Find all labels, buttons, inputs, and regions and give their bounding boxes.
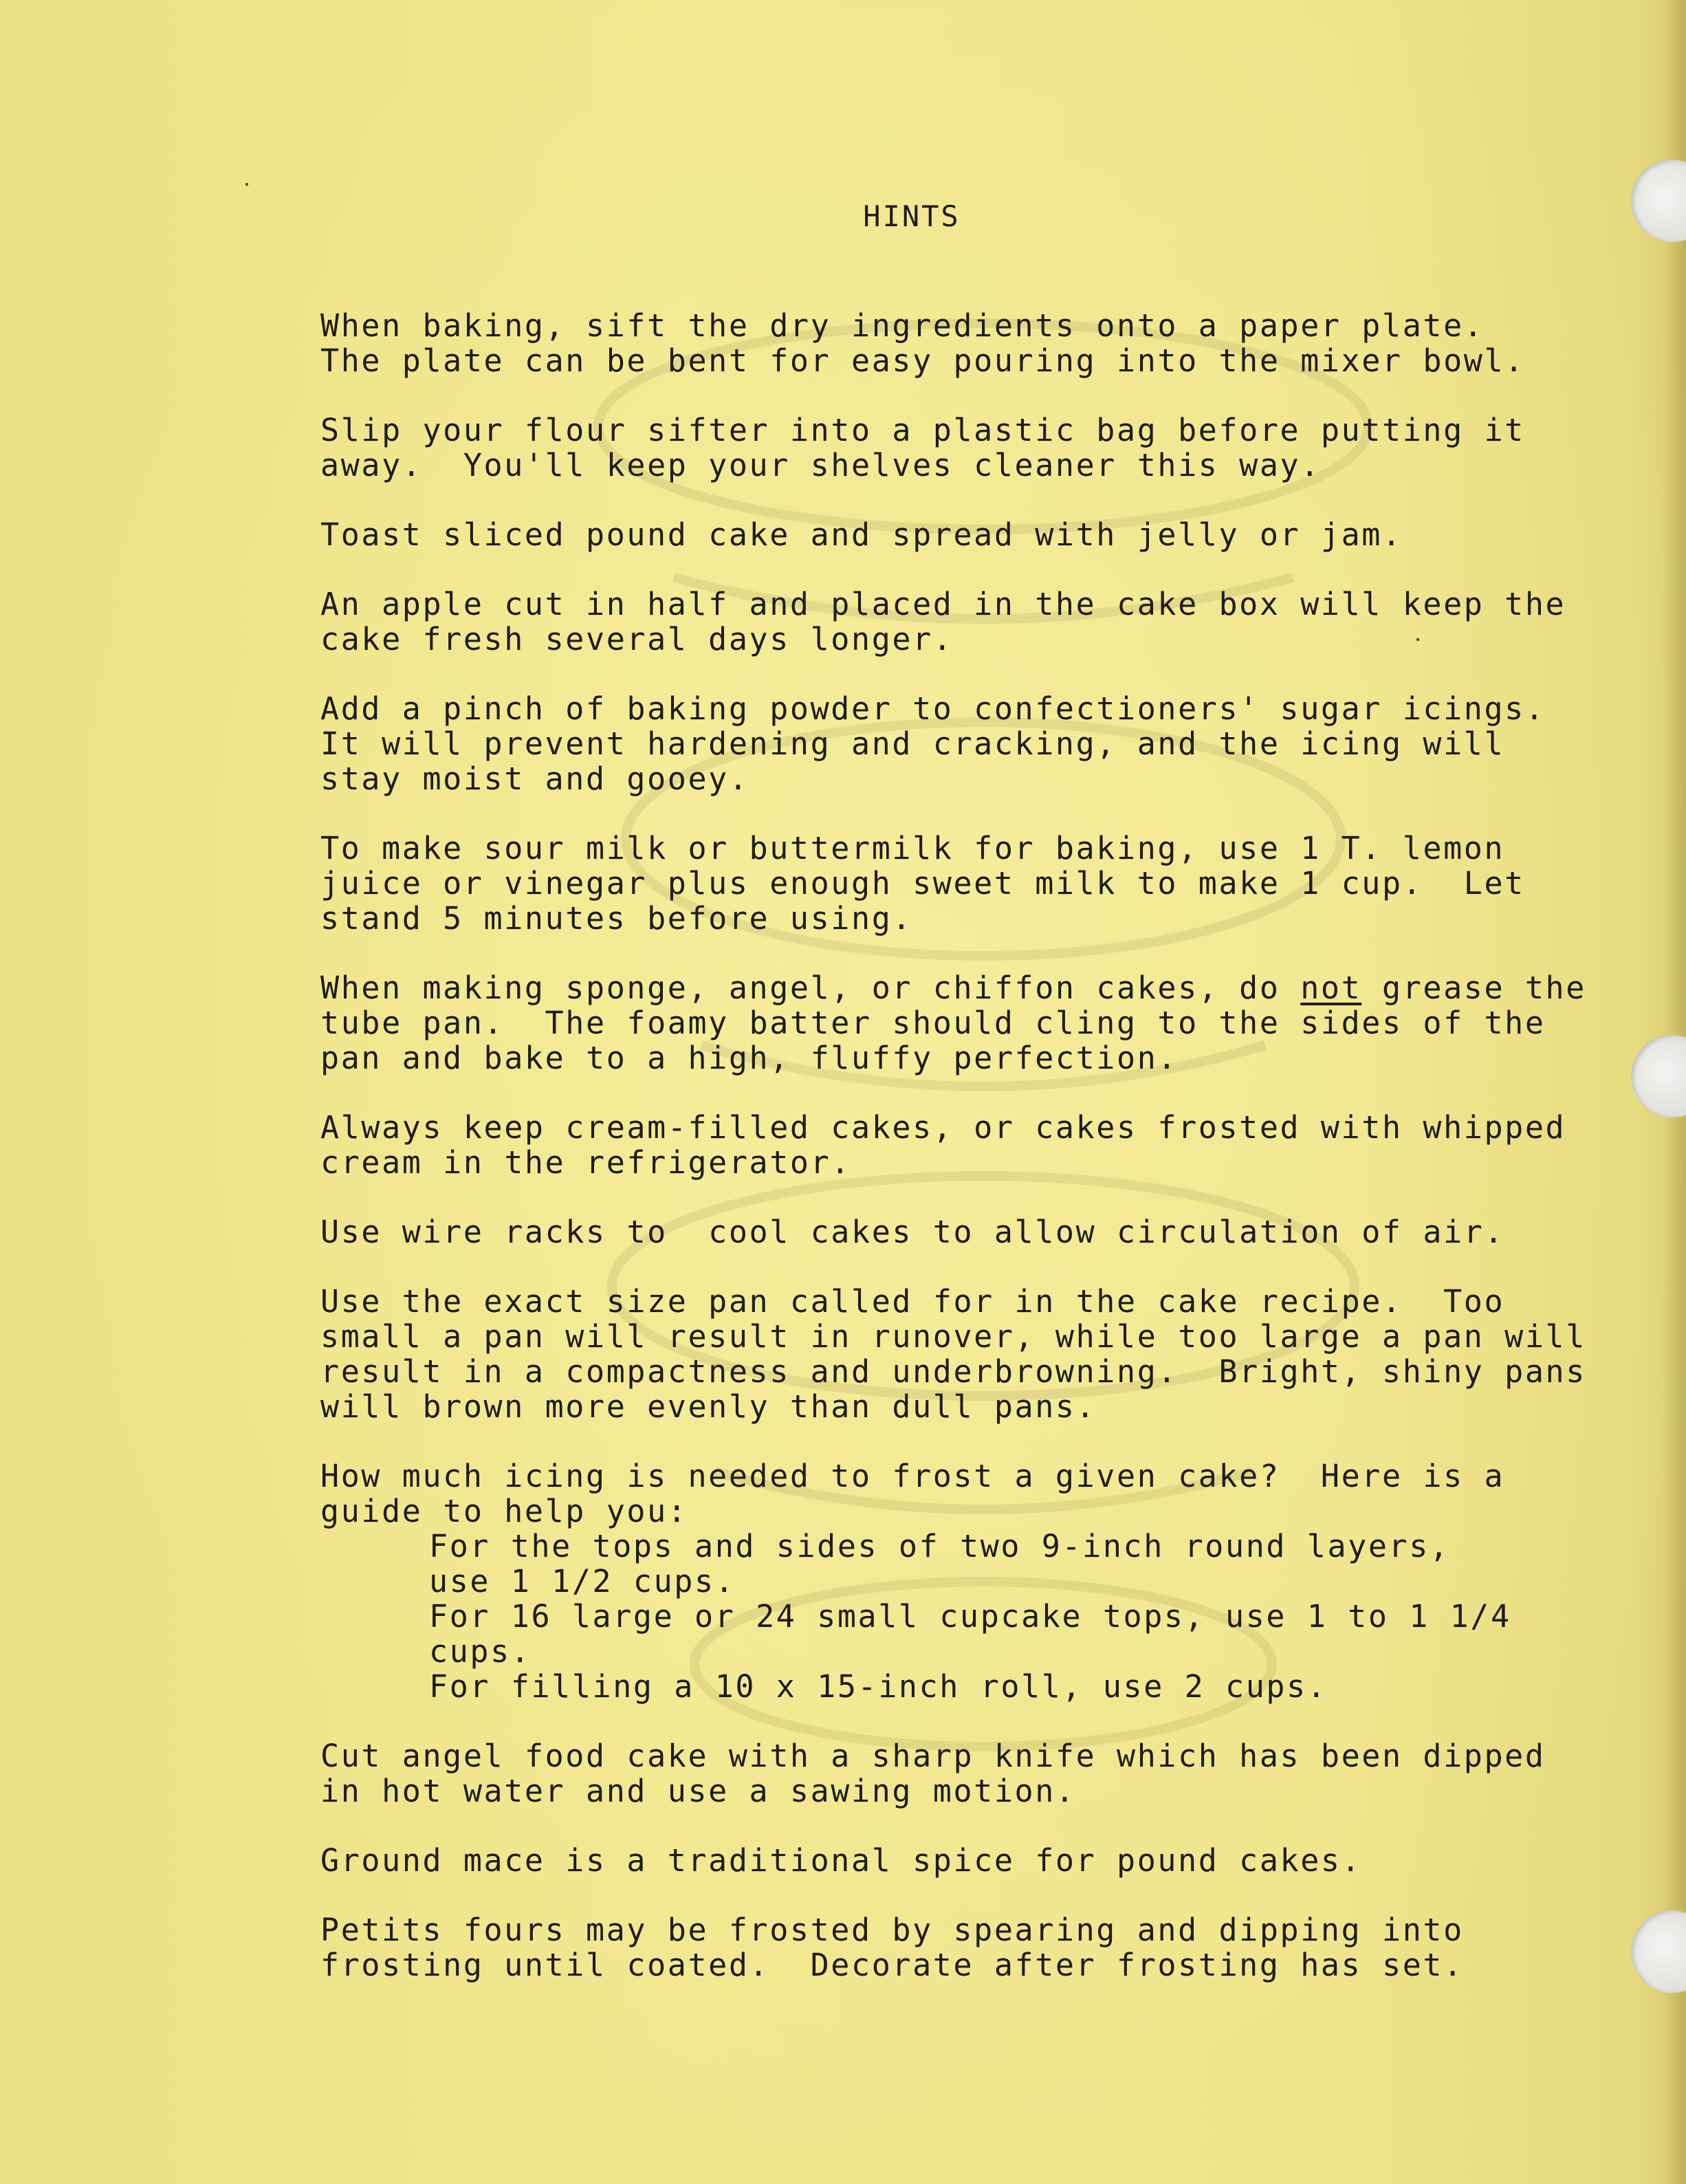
guide-item: cups. [429,1633,532,1670]
hint-line: It will prevent hardening and cracking, and the icing will [320,725,1505,762]
hint-line: How much icing is needed to frost a given cake? Here is a [320,1458,1505,1494]
hint-line: stay moist and gooey. [320,761,749,797]
hint-toast-pound-cake [320,517,1627,552]
hint-icing-guide [320,1459,1627,1704]
hint-line: Always keep cream-filled cakes, or cakes frosted with whipped [320,1109,1566,1146]
hint-sour-milk [320,831,1627,936]
hint-ground-mace [320,1843,1627,1878]
emphasis-not: not [1300,970,1362,1006]
hint-line: Use the exact size pan called for in the cake recipe. Too [320,1283,1505,1320]
hint-line: stand 5 minutes before using. [320,900,913,937]
hint-flour-sifter [320,413,1627,483]
hint-baking-powder-icing [320,691,1627,796]
guide-item: For the tops and sides of two 9-inch round layers, [429,1528,1450,1564]
hint-line: Cut angel food cake with a sharp knife which has been dipped [320,1738,1546,1774]
page-title: HINTS [863,199,961,233]
hint-line: cream in the refrigerator. [320,1144,851,1181]
hint-line: Add a pinch of baking powder to confectioners' sugar icings. [320,690,1546,727]
hint-line: in hot water and use a sawing motion. [320,1773,1076,1809]
hint-line: small a pan will result in runover, while too large a pan will [320,1318,1586,1355]
hint-sponge-angel-chiffon [320,970,1627,1075]
paper-speck [245,183,248,186]
hint-cut-angel-food [320,1738,1627,1809]
guide-item: For filling a 10 x 15-inch roll, use 2 cups. [429,1668,1328,1705]
hint-text: When making sponge, angel, or chiffon cakes, do [320,970,1301,1006]
guide-item: use 1 1/2 cups. [429,1563,736,1599]
hint-line: frosting until coated. Decorate after frosting has set. [320,1947,1464,1983]
hint-paper-plate [320,308,1627,378]
hint-line: tube pan. The foamy batter should cling to the sides of the [320,1005,1546,1041]
hint-wire-racks [320,1214,1627,1249]
hint-line: The plate can be bent for easy pouring into the mixer bowl. [320,342,1525,379]
hint-line: An apple cut in half and placed in the cake box will keep the [320,586,1566,622]
hint-text: grease the [1361,970,1586,1006]
hints-list [320,308,1627,2017]
hint-line: result in a compactness and underbrowning. Bright, shiny pans [320,1353,1586,1390]
hint-line: Use wire racks to cool cakes to allow circulation of air. [320,1214,1505,1250]
guide-item: For 16 large or 24 small cupcake tops, use 1 to 1 1/4 [429,1598,1511,1635]
hint-line: juice or vinegar plus enough sweet milk to make 1 cup. Let [320,865,1525,902]
hint-petits-fours [320,1912,1627,1983]
hint-line: pan and bake to a high, fluffy perfection. [320,1040,1179,1076]
hint-apple-cake-box [320,587,1627,657]
hint-line: cake fresh several days longer. [320,621,954,657]
hint-pan-size [320,1284,1627,1424]
hint-line: will brown more evenly than dull pans. [320,1388,1097,1425]
hint-line: Ground mace is a traditional spice for pound cakes. [320,1842,1362,1879]
punch-hole-bottom [1631,1910,1686,1993]
hint-line: Petits fours may be frosted by spearing and dipping into [320,1912,1464,1948]
hint-line: Toast sliced pound cake and spread with jelly or jam. [320,516,1403,553]
hint-line: away. You'll keep your shelves cleaner this way. [320,447,1321,483]
hint-line: When baking, sift the dry ingredients onto a paper plate. [320,307,1485,344]
hint-line: To make sour milk or buttermilk for baking, use 1 T. lemon [320,830,1505,866]
punch-hole-middle [1631,1035,1686,1117]
hint-cream-filled-cakes [320,1110,1627,1180]
hint-line: Slip your flour sifter into a plastic bag before putting it [320,412,1525,448]
hint-line: guide to help you: [320,1493,688,1529]
hint-line [320,970,1627,1005]
